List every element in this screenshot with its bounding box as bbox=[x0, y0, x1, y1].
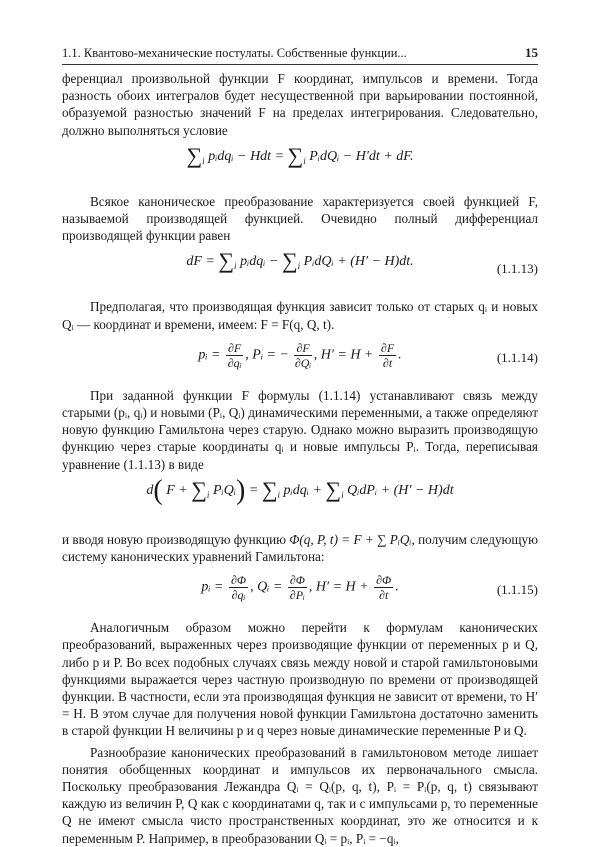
equation-condition: $\sum_i$ pᵢdqᵢ − Hdt = $\sum_i$ PᵢdQᵢ − H′dt + dF. bbox=[186, 142, 414, 168]
paragraph-2: Всякое каноническое преобразование характеризуется своей функцией F, называемой производящей функцией. Очевидно полный дифференциал производящей функции равен bbox=[62, 193, 538, 244]
paragraph-7: Разнообразие канонических преобразований в гамильтоновом методе лишает понятия обобщенных координат и импульсов их первоначального смысла. Поскольку преобразования Лежандра Qᵢ = Qᵢ(p, q, t), Pᵢ = Pᵢ(p, q, t) связывают каждую из величин P, Q как с координатами q, так и с импульсами p, то переменные Q не имеют смысла чисто пространственных координат, это же относится и к переменным P. Например, в преобразовании Qᵢ = pᵢ, Pᵢ = −qᵢ, bbox=[62, 744, 538, 846]
equation-1-1-14: pᵢ = $\frac{\partial F}{\text{∂qᵢ}}$ , Pᵢ = − $\frac{\partial F}{\text{∂Qᵢ}}$ , H′ = H + $\frac{\partial F}{\partial t}$ . (1.1.14) bbox=[198, 340, 538, 370]
equation-number: (1.1.15) bbox=[496, 582, 538, 598]
equation-rewritten: d( $F + \sum_i$ PᵢQᵢ) = $\sum_i$ pᵢdqᵢ + $\sum_i$ QᵢdPᵢ + (H′ − H)dt bbox=[146, 474, 454, 506]
section-title: 1.1. Квантово-механические постулаты. Собственные функции... bbox=[62, 46, 407, 60]
paragraph-5: и вводя новую производящую функцию Φ(q, P, t) = F + ∑ PᵢQᵢ, получим следующую систему канонических уравнений Гамильтона: bbox=[62, 531, 538, 565]
sum-symbol: ∑ bbox=[186, 142, 203, 168]
phi-definition: Φ(q, P, t) = F + ∑ PᵢQᵢ, bbox=[289, 531, 415, 547]
equation-1-1-13: dF = $\sum_i$ pᵢdqᵢ − $\sum_i$ PᵢdQᵢ + (H′ − H)dt. (1.1.13) bbox=[186, 248, 538, 277]
page-number: 15 bbox=[525, 45, 538, 60]
equation-number: (1.1.14) bbox=[496, 349, 538, 365]
page-body bbox=[62, 70, 538, 847]
paragraph-3: Предполагая, что производящая функция зависит только от старых qᵢ и новых Qᵢ — координат и времени, имеем: F = F(q, Q, t). bbox=[62, 299, 538, 332]
equation-number: (1.1.13) bbox=[496, 261, 538, 277]
paragraph-4: При заданной функции F формулы (1.1.14) устанавливают связь между старыми (pᵢ, qᵢ) и новыми (Pᵢ, Qᵢ) динамическими переменными, а также определяют новую функцию Гамильтона через старую. Однако можно выразить производящую функцию через старые координаты qᵢ и новые импульсы Pᵢ. Тогда, переписывая уравнение (1.1.13) в виде bbox=[62, 387, 538, 472]
paragraph-6: Аналогичным образом можно перейти к формулам канонических преобразований, выраженных через производящие функции от переменных p и Q, либо p и P. Во всех подобных случаях связь между новой и старой гамильтоновыми функциями выражается через частную производную по времени от производящей функции. В частности, если эта производящая функция не зависит от времени, то H′ = H. В этом случае для получения новой функции Гамильтона достаточно заменить в старой функции H величины p и q через новые динамические переменные P и Q. bbox=[62, 620, 538, 739]
paragraph-1: ференциал произвольной функции F координат, импульсов и времени. Тогда разность обоих интегралов будет несущественной при варьировании постоянной, образуемой разностью значений F на пределах интегрирования. Следовательно, должно выполняться условие bbox=[62, 71, 538, 138]
running-header bbox=[62, 46, 538, 65]
equation-1-1-15: pᵢ = $\frac{\partial\Phi}{\text{∂qᵢ}}$ , Qᵢ = $\frac{\partial\Phi}{\text{∂Pᵢ}}$ , H′ = H + $\frac{\partial\Phi}{\partial t}$ . (1.1.15) bbox=[201, 573, 538, 603]
